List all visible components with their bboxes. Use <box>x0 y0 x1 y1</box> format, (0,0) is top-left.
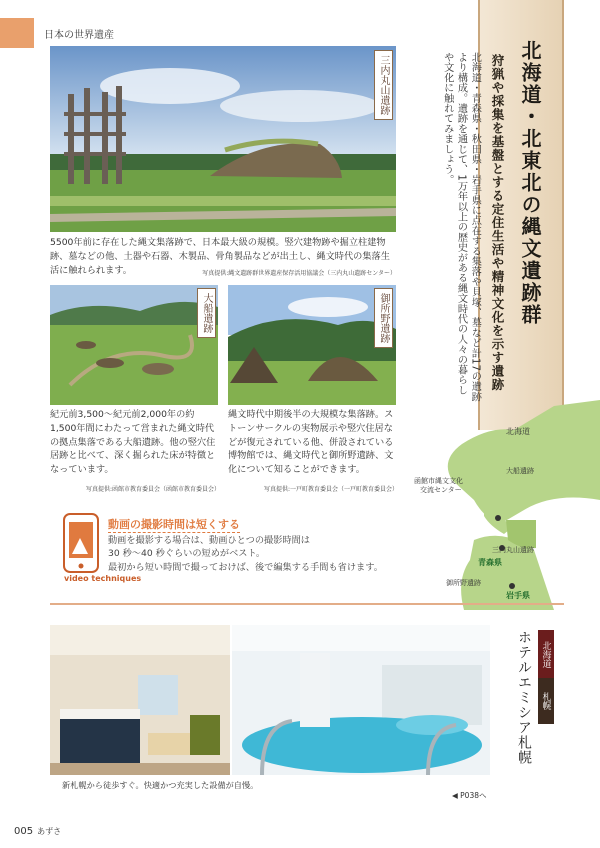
site-label-ofune: 大船遺跡 <box>197 288 216 338</box>
goshono-credit: 写真提供:一戸町教育委員会（一戸町教育委員会） <box>263 486 398 493</box>
map-label-hakodate: 函館市縄文文化 <box>414 477 463 485</box>
page-reference-link[interactable]: ◀ P038へ <box>452 791 487 800</box>
map-label-goshono: 御所野遺跡 <box>446 579 481 587</box>
map-label-aomori: 青森県 <box>478 558 502 567</box>
hotel-caption: 新札幌から徒歩すぐ。快適かつ充実した設備が自慢。 <box>62 780 259 790</box>
page-title: 北海道・北東北の縄文遺跡群 <box>518 40 542 326</box>
hotel-room-photo <box>50 625 230 775</box>
sannai-credit: 写真提供:縄文遺跡群世界遺産保存活用協議会（三内丸山遺跡センター） <box>202 270 396 277</box>
site-label-sannai: 三内丸山遺跡 <box>374 50 393 120</box>
sannai-description: 5500年前に存在した縄文集落跡で、日本最大級の規模。竪穴建物跡や掘立柱建物跡、墓などの他、土器や石器、木製品、骨角製品などが出土し、縄文時代の集落生活に触れられます。 <box>50 237 390 276</box>
map-label-hokkaido: 北海道 <box>506 427 530 436</box>
page-subtitle: 狩猟や採集を基盤とする定住生活や精神文化を示す遺跡 <box>490 54 505 392</box>
page-footer <box>14 826 61 837</box>
brand-name: あずさ <box>37 827 62 836</box>
goshono-photo <box>228 285 396 405</box>
header-tab <box>0 18 34 48</box>
section-label: 日本の世界遺産 <box>44 30 114 41</box>
page-number: 005 <box>14 826 34 837</box>
ofune-description: 紀元前3,500～紀元前2,000年の約1,500年間にわたって営まれた縄文時代の拠点集落である大船遺跡。他の竪穴住居跡と比べて、深く掘られた床が特徴となっています。 <box>50 409 216 476</box>
hotel-bath-photo <box>232 625 490 775</box>
tip-line-2: 30 秒～40 秒ぐらいの短めがベスト。 <box>108 548 266 560</box>
tip-text <box>108 534 383 574</box>
site-label-goshono: 御所野遺跡 <box>374 288 393 348</box>
tip-line-1: 動画を撮影する場合は、動画ひとつの撮影時間は <box>108 535 310 546</box>
map-label-sannai: 三内丸山遺跡 <box>492 546 534 554</box>
hotel-region-tag: 北海道 <box>538 630 554 678</box>
ofune-credit: 写真提供:函館市教育委員会（函館市教育委員会） <box>85 486 220 493</box>
tip-title: 動画の撮影時間は短くする <box>108 518 240 531</box>
section-divider <box>50 603 564 605</box>
tip-line-3: 最初から短い時間で撮っておけば、後で編集する手間も省けます。 <box>108 561 383 573</box>
map-label-hakodate-center: 交流センター <box>420 486 462 494</box>
goshono-description: 縄文時代中期後半の大規模な集落跡。ストーンサークルの実物展示や竪穴住居などが復元されている他、併設されている博物館では、縄文時代と御所野遺跡、文化について知ることができます。 <box>228 409 394 476</box>
video-techniques-label: video techniques <box>64 574 142 583</box>
hotel-city-tag: 札幌 <box>538 678 554 724</box>
map-label-iwate: 岩手県 <box>506 591 530 600</box>
ofune-photo <box>50 285 218 405</box>
map-label-ofune: 大船遺跡 <box>506 467 534 475</box>
sannai-maruyama-photo <box>50 46 396 232</box>
smartphone-video-icon <box>60 512 102 574</box>
region-map <box>404 400 600 610</box>
intro-text: 北海道・青森県・秋田県・岩手県に点在する集落や貝塚、墓など計17の遺跡より構成。遺跡を通じて、1万年以上の歴史がある縄文時代の人々の暮らしや文化に触れてみましょう。 <box>441 52 481 402</box>
hotel-name: ホテルエミシア札幌 <box>516 630 532 765</box>
